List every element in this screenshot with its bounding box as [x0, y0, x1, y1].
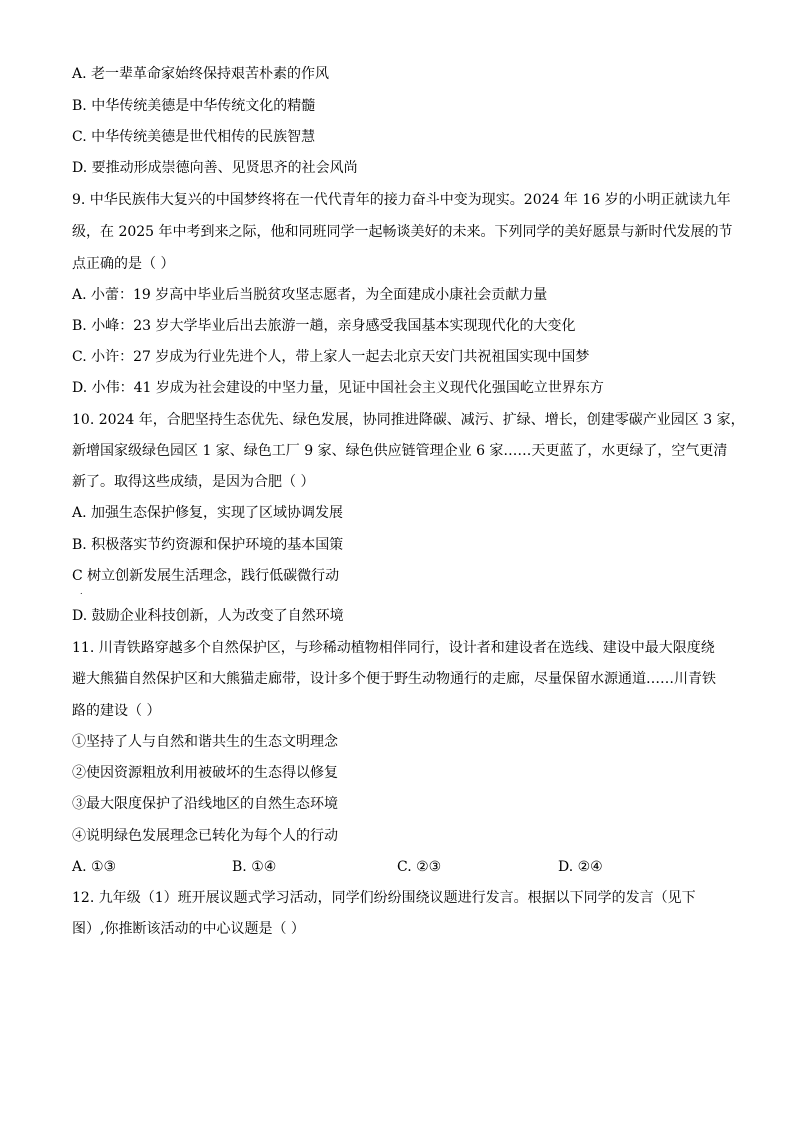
- q11-statement-3: ③最大限度保护了沿线地区的自然生态环境: [72, 796, 338, 812]
- q11-choice-c: C. ②③: [397, 859, 442, 875]
- q11-stem-line-3: 路的建设（ ）: [72, 703, 161, 719]
- q8-option-a: A. 老一辈革命家始终保持艰苦朴素的作风: [72, 66, 330, 82]
- q10-option-b: B. 积极落实节约资源和保护环境的基本国策: [72, 537, 344, 553]
- q9-option-b: B. 小峰：23 岁大学毕业后出去旅游一趟，亲身感受我国基本实现现代化的大变化: [72, 318, 576, 334]
- q11-stem-line-2: 避大熊猫自然保护区和大熊猫走廊带，设计多个便于野生动物通行的走廊，尽量保留水源通道……川青铁: [72, 671, 716, 687]
- q8-option-c: C. 中华传统美德是世代相传的民族智慧: [72, 129, 316, 145]
- q11-stem-line-1: 11. 川青铁路穿越多个自然保护区，与珍稀动植物相伴同行，设计者和建设者在选线、建设中最大限度绕: [72, 640, 715, 656]
- q10-stem-line-1: 10. 2024 年，合肥坚持生态优先、绿色发展，协同推进降碳、减污、扩绿、增长，创建零碳产业园区 3 家，: [72, 412, 745, 428]
- q9-option-d: D. 小伟：41 岁成为社会建设的中坚力量，见证中国社会主义现代化强国屹立世界东方: [72, 380, 604, 396]
- q12-stem-line-2: 图）,你推断该活动的中心议题是（ ）: [72, 921, 305, 937]
- q11-choice-a: A. ①③: [72, 859, 117, 875]
- q11-statement-1: ①坚持了人与自然和谐共生的生态文明理念: [72, 734, 338, 750]
- q9-stem-line-1: 9. 中华民族伟大复兴的中国梦终将在一代代青年的接力奋斗中变为现实。2024 年 16 岁的小明正就读九年: [72, 192, 731, 208]
- q10-stem-line-2: 新增国家级绿色园区 1 家、绿色工厂 9 家、绿色供应链管理企业 6 家……天更蓝了，水更绿了，空气更清: [72, 443, 728, 459]
- q9-option-a: A. 小蕾：19 岁高中毕业后当脱贫攻坚志愿者，为全面建成小康社会贡献力量: [72, 287, 548, 303]
- q11-statement-4: ④说明绿色发展理念已转化为每个人的行动: [72, 828, 338, 844]
- q11-choice-b: B. ①④: [232, 859, 277, 875]
- q9-stem-line-2: 级，在 2025 年中考到来之际，他和同班同学一起畅谈美好的未来。下列同学的美好愿景与新时代发展的节: [72, 224, 733, 240]
- q10-option-d: D. 鼓励企业科技创新，人为改变了自然环境: [72, 608, 344, 624]
- q9-option-c: C. 小许：27 岁成为行业先进个人，带上家人一起去北京天安门共祝祖国实现中国梦: [72, 349, 590, 365]
- q10-stem-line-3: 新了。取得这些成绩，是因为合肥（ ）: [72, 474, 315, 490]
- q10-option-c: C 树立创新发展生活理念，践行低碳微行动: [72, 568, 340, 584]
- q8-option-b: B. 中华传统美德是中华传统文化的精髓: [72, 98, 316, 114]
- q11-statement-2: ②使因资源粗放利用被破坏的生态得以修复: [72, 765, 338, 781]
- q10-option-c-dot: .: [80, 587, 83, 596]
- q8-option-d: D. 要推动形成崇德向善、见贤思齐的社会风尚: [72, 160, 358, 176]
- q11-choice-d: D. ②④: [558, 859, 603, 875]
- q10-option-a: A. 加强生态保护修复，实现了区域协调发展: [72, 505, 344, 521]
- q11-choices-row: [72, 857, 712, 877]
- q12-stem-line-1: 12. 九年级（1）班开展议题式学习活动，同学们纷纷围绕议题进行发言。根据以下同学的发言（见下: [72, 890, 696, 906]
- q9-stem-line-3: 点正确的是（ ）: [72, 256, 175, 272]
